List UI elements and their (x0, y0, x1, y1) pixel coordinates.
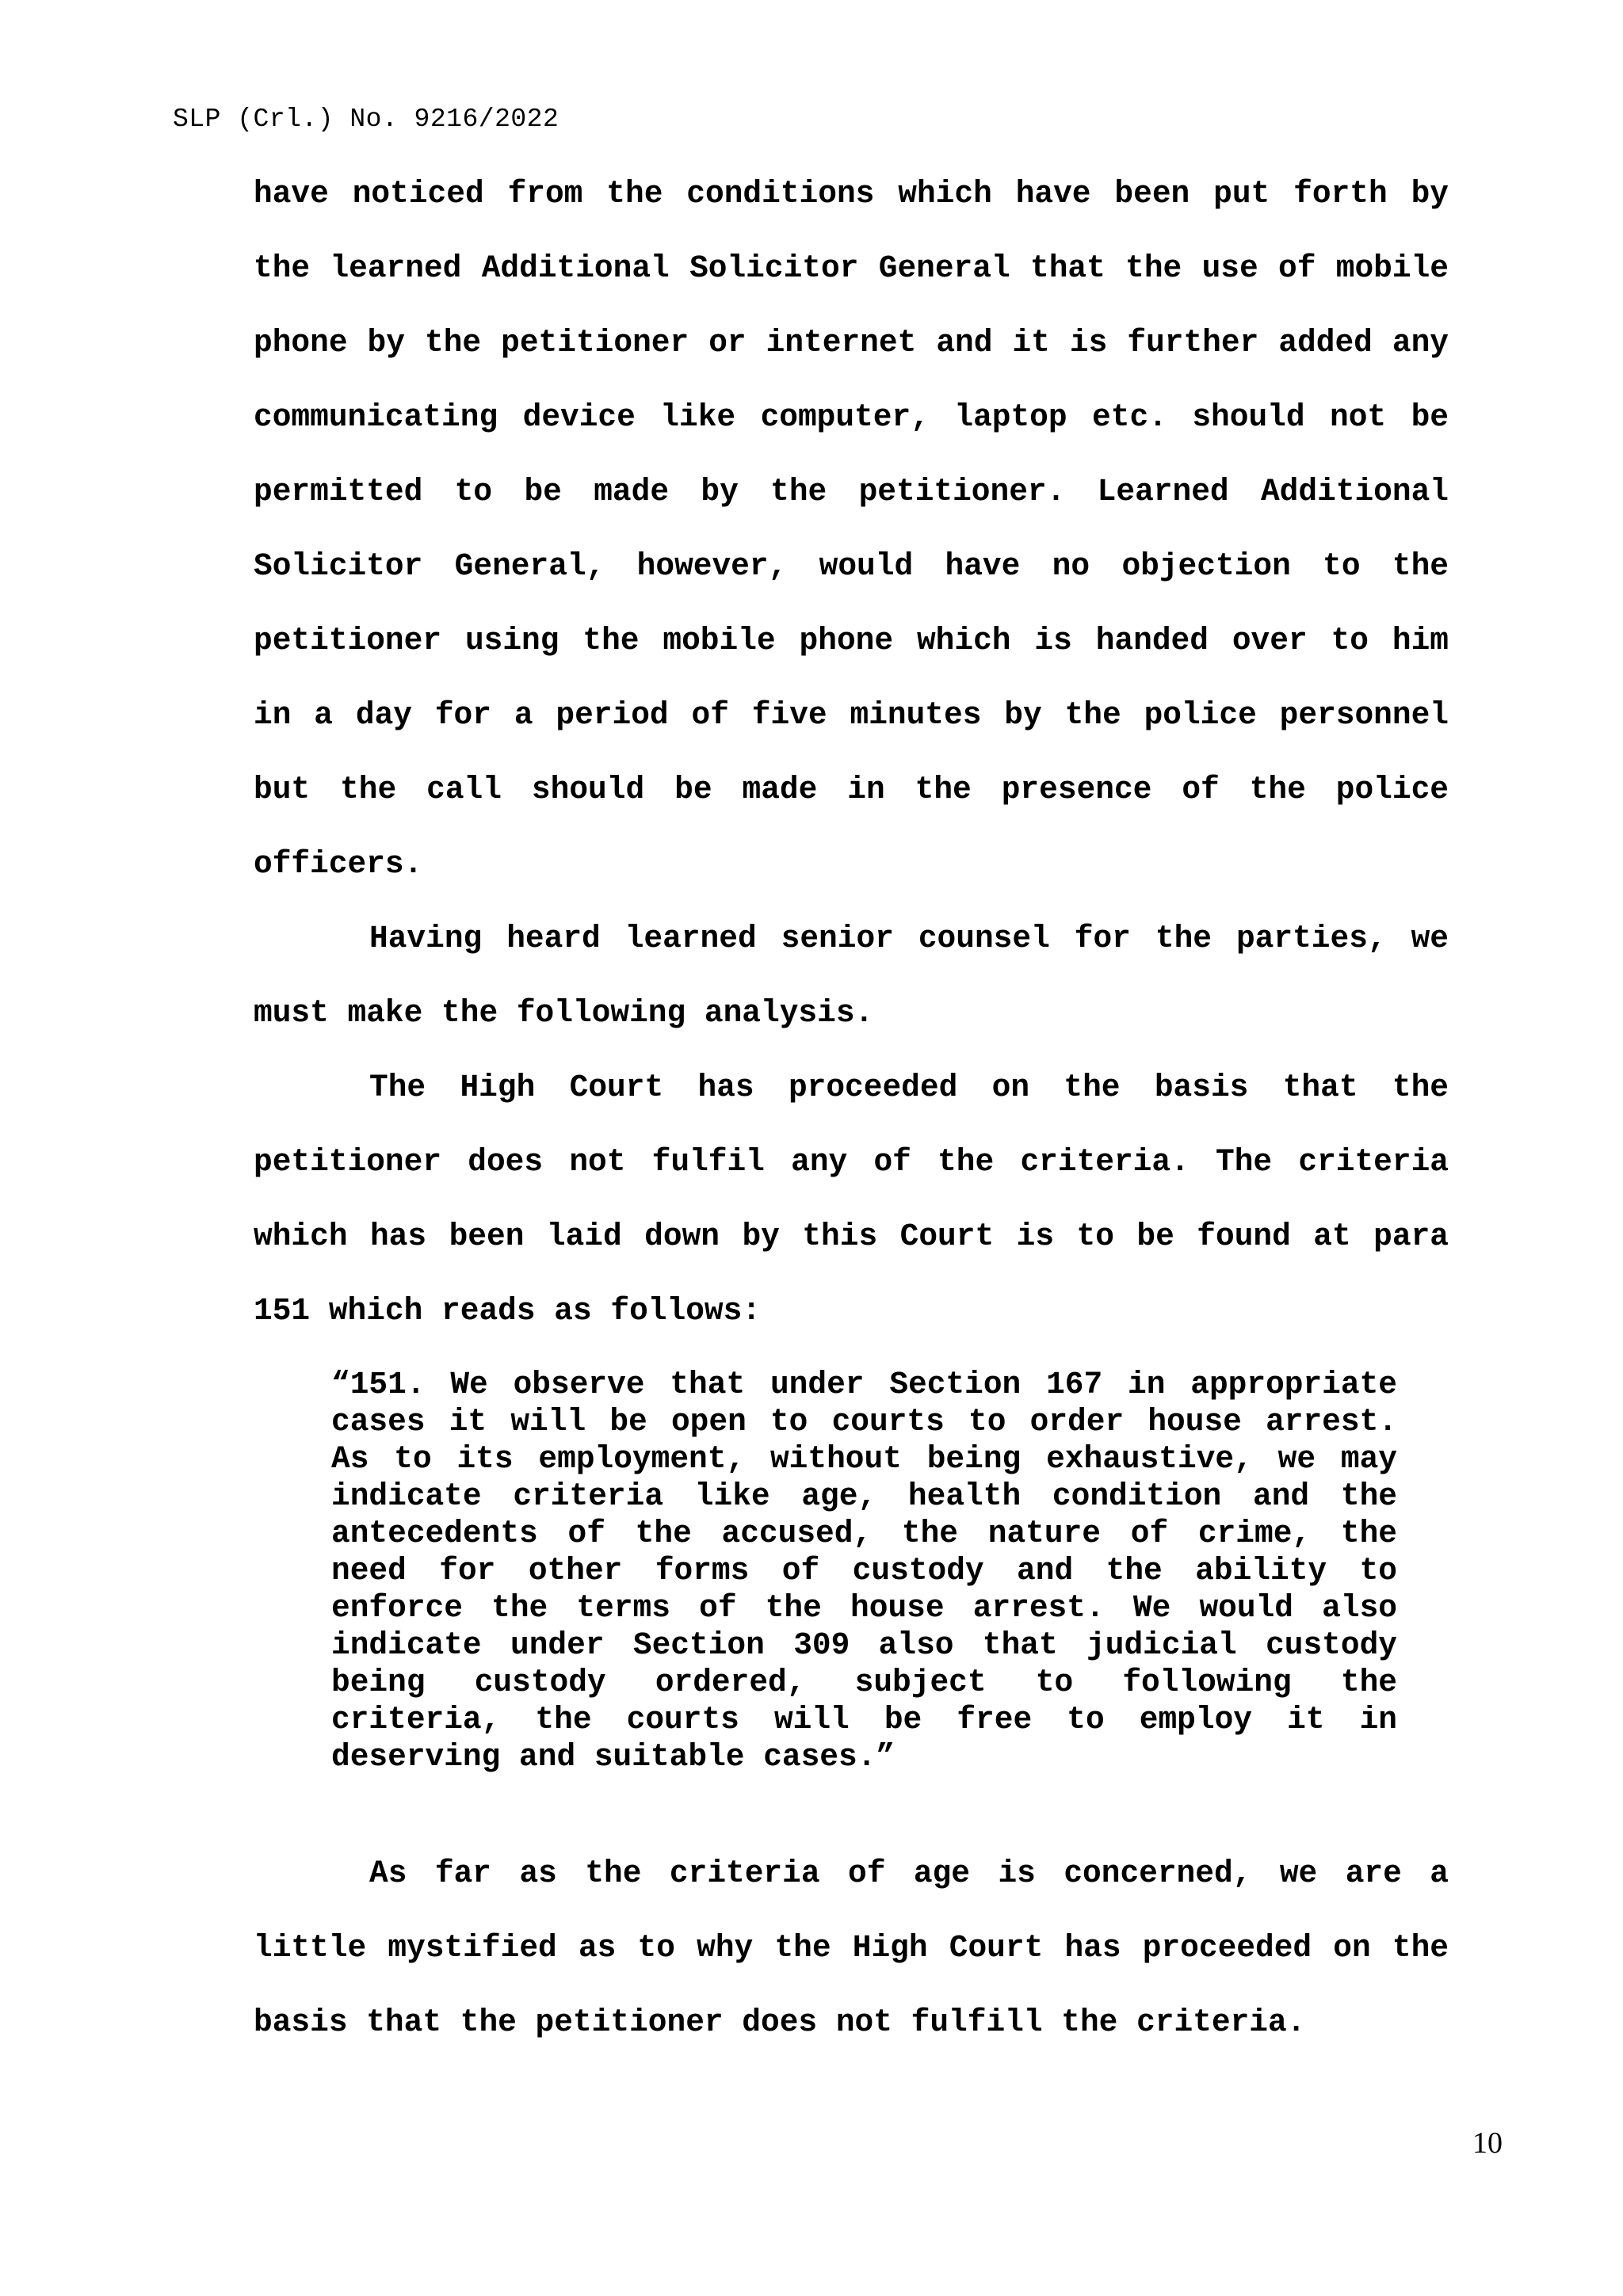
document-body-lower (254, 1836, 1449, 2060)
paragraph-criteria-of-age: As far as the criteria of age is concerned, we are a little mystified as to why the High Court has proceeded on the basis that the petitioner does not fulfill the criteria. (254, 1855, 1449, 2040)
paragraph-high-court-criteria: The High Court has proceeded on the basis that the petitioner does not fulfil any of the criteria. The criteria which has been laid down by this Court is to be found at para 151 which reads as follows: (254, 1070, 1449, 1329)
paragraph-having-heard: Having heard learned senior counsel for the parties, we must make the following analysis. (254, 921, 1449, 1031)
case-number-header: SLP (Crl.) No. 9216/2022 (173, 105, 559, 134)
document-body-upper (254, 157, 1449, 1348)
page-number: 10 (1472, 2126, 1503, 2160)
quoted-para-151: “151. We observe that under Section 167 in appropriate cases it will be open to courts to order house arrest. As to its employment, without being exhaustive, we may indicate criteria like age, health condition and the antecedents of the accused, the nature of crime, the need for other forms of custody and the ability to enforce the terms of the house arrest. We would also indicate under Section 309 also that judicial custody being custody ordered, subject to following the criteria, the courts will be free to employ it in deserving and suitable cases.” (331, 1367, 1397, 1775)
paragraph-mobile-phone-conditions: have noticed from the conditions which have been put forth by the learned Additional Solicitor General that the use of mobile phone by the petitioner or internet and it is further added any communicating device like computer, laptop etc. should not be permitted to be made by the petitioner. Learned Additional Solicitor General, however, would have no objection to the petitioner using the mobile phone which is handed over to him in a day for a period of five minutes by the police personnel but the call should be made in the presence of the police officers. (254, 176, 1449, 882)
